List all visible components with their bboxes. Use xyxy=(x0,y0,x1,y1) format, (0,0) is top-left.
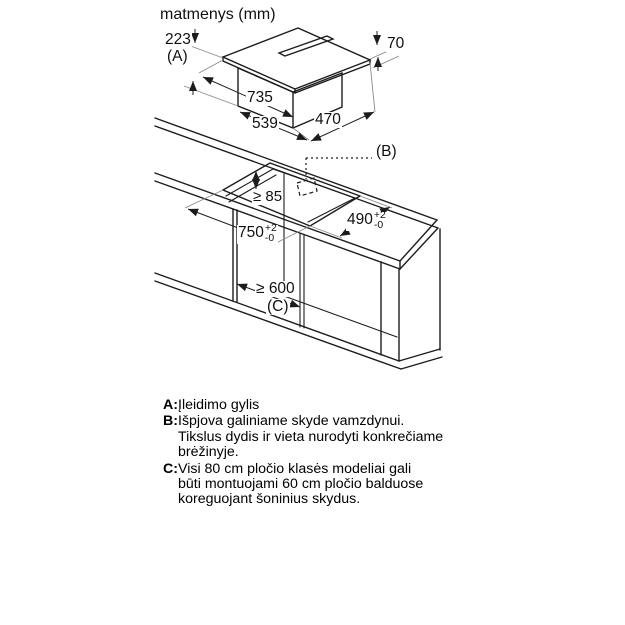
note-a xyxy=(163,398,473,413)
page-title: matmenys (mm) xyxy=(160,6,276,23)
dim-body-width-label: 539 xyxy=(252,115,278,132)
note-c-line: Visi 80 cm pločio klasės modeliai gali xyxy=(178,460,412,477)
cutout-width-value: 750 xyxy=(238,224,264,241)
note-b-line: Išpjova galiniame skyde vamzdynui. xyxy=(178,413,405,430)
dim-cutout-depth-label xyxy=(346,209,387,231)
ref-c-label: (C) xyxy=(267,298,289,315)
dim-body-depth-label: 470 xyxy=(315,111,341,128)
dim-cabinet-width-label: ≥ 600 xyxy=(256,280,295,297)
note-a-line: Įleidimo gylis xyxy=(178,397,260,413)
cutout-width-tol-plus: +2 xyxy=(264,222,277,234)
note-b-line: Tikslus dydis ir vieta nurodyti konkrečiame xyxy=(178,428,444,445)
cabinet-drawing xyxy=(155,115,442,369)
note-c xyxy=(163,462,473,508)
ref-a-label: (A) xyxy=(167,48,188,65)
note-c-line: būti montuojami 60 cm pločio balduose xyxy=(178,476,424,493)
cutout-depth-tol-plus: +2 xyxy=(373,209,386,221)
dim-cutout-width-label xyxy=(237,222,278,244)
cutout-depth-value: 490 xyxy=(347,211,373,228)
dim-edge-height-label: 70 xyxy=(387,35,405,52)
note-b xyxy=(163,414,473,460)
ref-b-label: (B) xyxy=(376,143,397,160)
hob-drawing xyxy=(223,28,370,128)
legend-notes xyxy=(163,398,473,509)
note-c-key: C: xyxy=(163,460,178,477)
dim-rear-clearance-label: ≥ 85 xyxy=(253,188,283,205)
cutout-width-tol-minus: -0 xyxy=(264,231,275,244)
note-b-line: brėžinyje. xyxy=(178,444,239,461)
worktop-cutout xyxy=(223,163,360,226)
cutout-depth-tol-minus: -0 xyxy=(373,218,384,231)
dim-hob-width-label: 735 xyxy=(247,89,273,106)
note-c-line: koreguojant šoninius skydus. xyxy=(178,491,361,508)
note-a-key: A: xyxy=(163,397,178,413)
dim-insert-depth-label: 223 xyxy=(165,31,191,48)
note-b-key: B: xyxy=(163,413,178,430)
